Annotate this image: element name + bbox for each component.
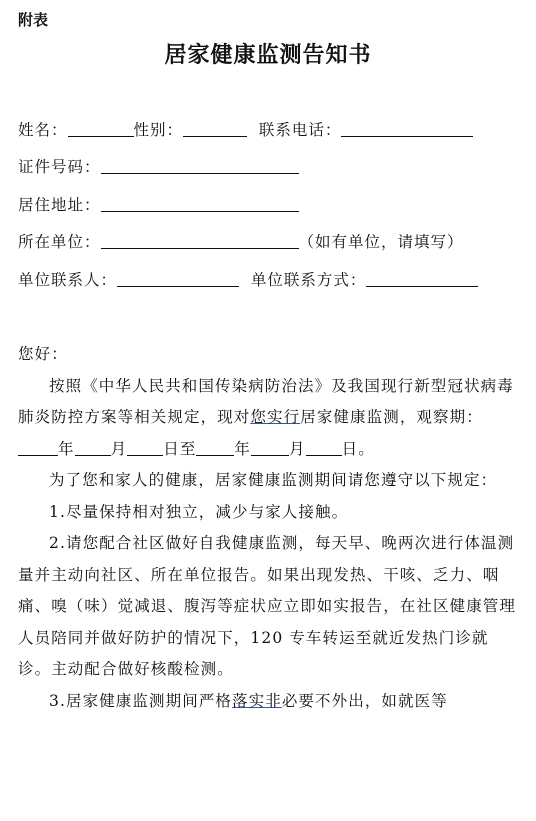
end-month-blank[interactable] [251,454,289,456]
id-label: 证件号码： [18,158,101,176]
underlined-text: 落实非 [232,691,282,710]
paragraph-text: 按照《中华人民共和国传染病防治法》及我国现行新型冠状病毒肺炎防控方案等相关规定，现对 [18,376,514,426]
unit-hint: （如有单位，请填写） [298,233,464,251]
end-day-blank[interactable] [306,454,342,456]
month-label: 月 [110,439,128,458]
form-row-unit [18,230,464,252]
phone-blank[interactable] [341,135,473,137]
start-month-blank[interactable] [75,454,111,456]
year-label: 年 [58,439,75,458]
address-blank[interactable] [101,210,299,212]
paragraph-rules-intro: 为了您和家人的健康，居家健康监测期间请您遵守以下规定： [49,471,498,489]
letter-body [18,339,516,717]
greeting: 您好： [18,345,68,363]
contact-label: 单位联系人： [18,271,118,289]
paragraph-text: 居家健康监测，观察期： [300,408,483,426]
rule-item-1: 1.尽量保持相对独立，减少与家人接触。 [49,502,349,521]
appendix-tag: 附表 [18,11,49,29]
gender-label: 性别： [133,121,184,139]
name-label: 姓名： [18,121,68,139]
form-row-id [18,155,299,177]
end-year-blank[interactable] [196,454,234,456]
address-label: 居住地址： [18,196,101,214]
name-blank[interactable] [68,135,134,137]
gender-blank[interactable] [183,135,247,137]
start-day-blank[interactable] [127,454,163,456]
unit-blank[interactable] [101,247,299,249]
paragraph-legal-basis [18,371,516,466]
month-label: 月 [289,439,306,458]
underlined-text: 您实行 [250,408,301,426]
rule-item-2: 2.请您配合社区做好自我健康监测，每天早、晚两次进行体温测量并主动向社区、所在单位报告。如果出现发热、干咳、乏力、咽痛、嗅（味）觉减退、腹泻等症状应立即如实报告，在社区健康管理人员陪同并做好防护的情况下，120 专车转运至就近发热门诊就诊。主动配合做好核酸检测。 [18,534,517,678]
id-blank[interactable] [101,172,299,174]
form-row-address [18,193,299,215]
contact-method-label: 单位联系方式： [250,271,367,289]
form-row-contact [18,268,478,290]
contact-method-blank[interactable] [366,285,478,287]
contact-blank[interactable] [117,285,239,287]
day-label: 日。 [341,439,375,458]
start-year-blank[interactable] [18,454,58,456]
phone-label: 联系电话： [258,121,342,139]
rule-item-3 [18,686,516,718]
form-row-name [18,118,473,140]
year-label: 年 [234,439,252,458]
unit-label: 所在单位： [18,233,101,251]
day-to-label: 日至 [163,439,197,458]
paragraph-text: 必要不外出，如就医等 [281,691,448,710]
document-title: 居家健康监测告知书 [164,42,372,68]
paragraph-text: 3.居家健康监测期间严格 [49,691,232,710]
